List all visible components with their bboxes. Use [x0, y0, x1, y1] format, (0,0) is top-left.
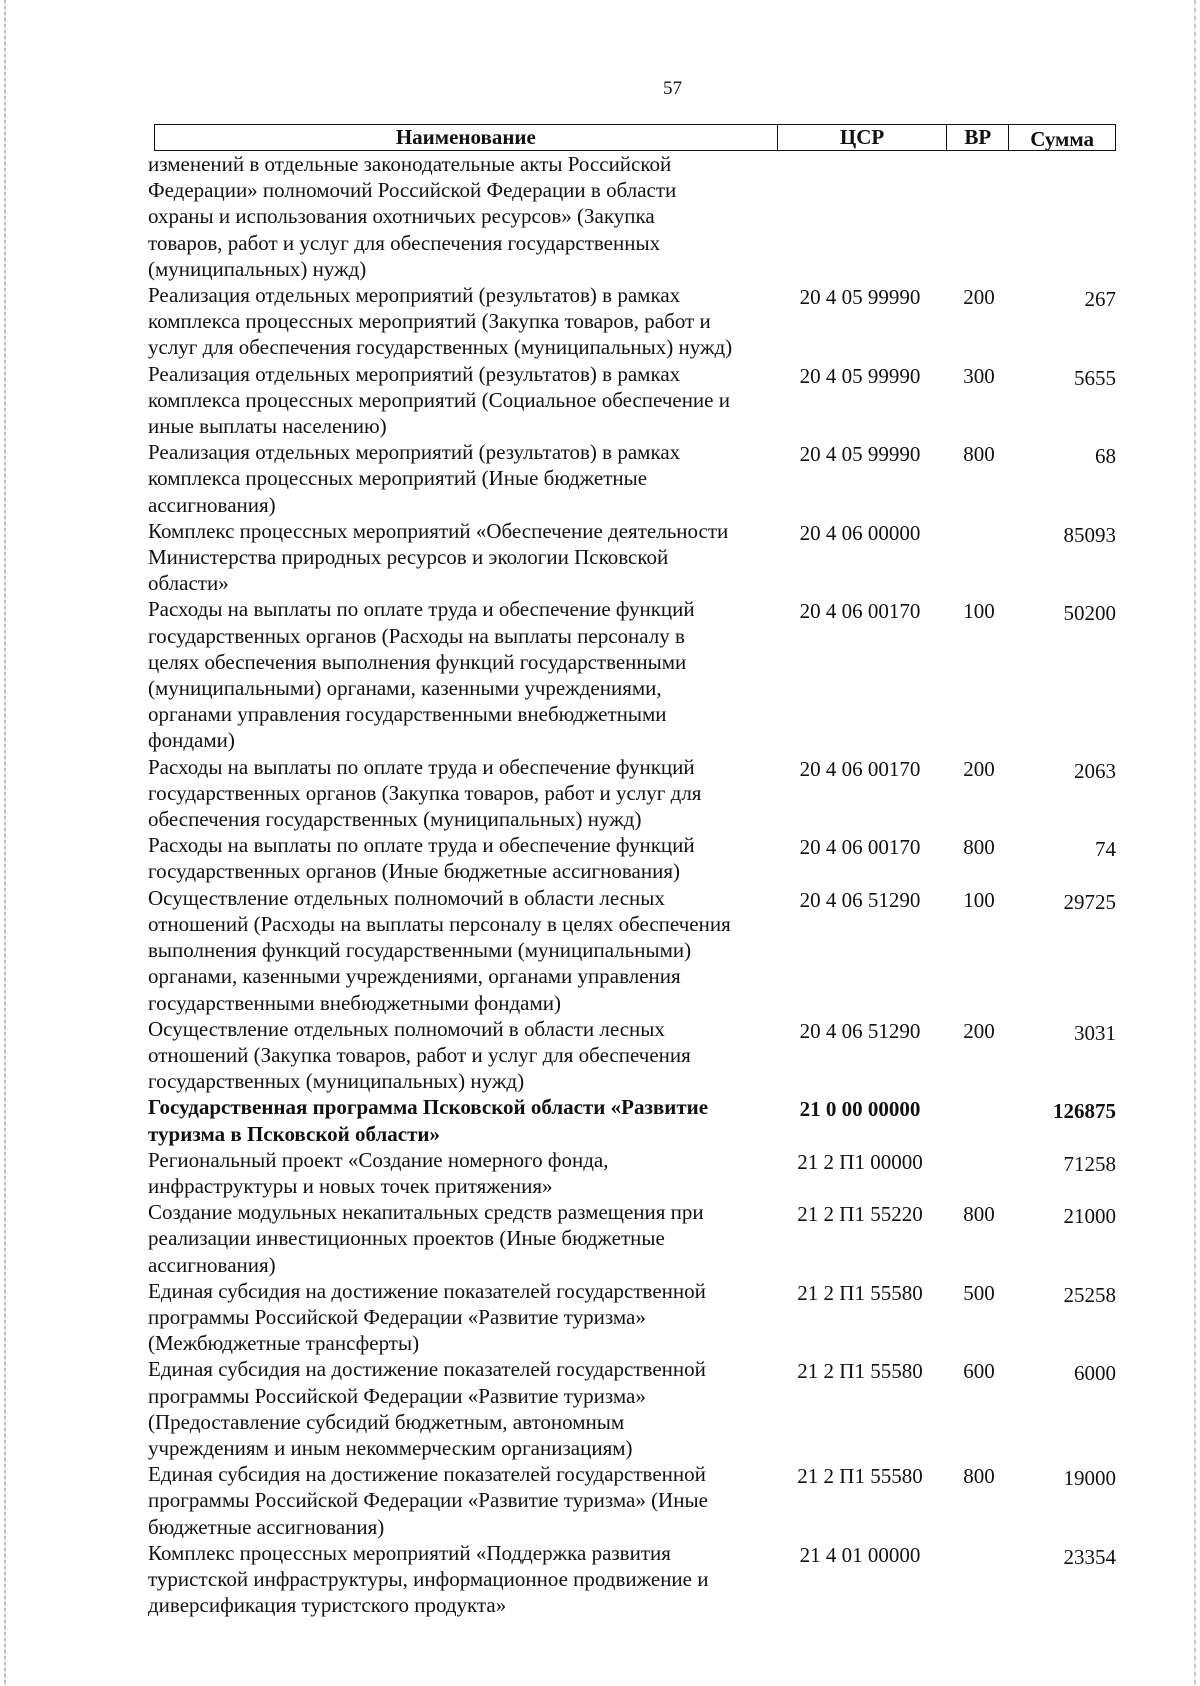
table-row: [148, 361, 1118, 440]
row-vr-cell: 800: [963, 1202, 995, 1227]
table-row: [148, 1199, 1118, 1278]
row-csr-cell: [778, 151, 948, 282]
row-vr-cell: [948, 1540, 1010, 1619]
row-sum-cell: 19000: [1063, 1466, 1116, 1491]
table-row: [148, 596, 1118, 753]
row-name-cell: Единая субсидия на достижение показателей государственной программы Российской Федерации «Развитие туризма» (Предоставление субсидий бюджетным, автономным учреждениям и иным некоммерческим организациям): [148, 1357, 706, 1460]
row-sum-cell: 267: [1084, 287, 1116, 312]
row-csr-cell: 21 2 П1 55580: [797, 1464, 923, 1489]
table-row: [148, 439, 1118, 518]
row-sum-cell: 5655: [1074, 365, 1116, 390]
row-csr-cell: 20 4 06 00170: [799, 756, 921, 781]
row-name-cell: Реализация отдельных мероприятий (результатов) в рамках комплекса процессных мероприятий (Иные бюджетные ассигнования): [148, 440, 681, 517]
row-name-cell: Расходы на выплаты по оплате труда и обеспечение функций государственных органов (Расходы на выплаты персоналу в целях обеспечения выполнения функций государственными (муниципальными) органами, казенными учреждениями, органами управления государственными внебюджетными фондами): [148, 597, 695, 753]
row-name-cell: Реализация отдельных мероприятий (результатов) в рамках комплекса процессных мероприятий (Социальное обеспечение и иные выплаты населению): [148, 361, 730, 439]
row-sum-cell: 6000: [1074, 1361, 1116, 1386]
table-row: [148, 518, 1118, 597]
row-vr-cell: 200: [963, 285, 995, 310]
header-name: Наименование: [155, 125, 778, 150]
table-row: [148, 1147, 1118, 1199]
row-sum-cell: 23354: [1063, 1544, 1116, 1569]
row-vr-cell: 800: [963, 835, 995, 860]
row-csr-cell: 20 4 06 51290: [799, 887, 921, 912]
row-csr-cell: 21 4 01 00000: [799, 1542, 921, 1567]
row-sum-cell: 74: [1095, 837, 1116, 862]
table-row: [148, 1278, 1118, 1357]
table-row: [148, 1094, 1118, 1146]
row-csr-cell: 21 2 П1 00000: [797, 1149, 923, 1174]
row-csr-cell: 21 2 П1 55580: [797, 1359, 923, 1384]
row-sum-cell: 3031: [1074, 1020, 1116, 1045]
row-sum-cell: 68: [1095, 444, 1116, 469]
row-csr-cell: 20 4 05 99990: [799, 442, 921, 467]
table-row: [148, 151, 1118, 282]
row-sum-cell: 71258: [1063, 1151, 1116, 1176]
row-sum-cell: 29725: [1063, 889, 1116, 914]
row-name-cell: Осуществление отдельных полномочий в области лесных отношений (Закупка товаров, работ и услуг для обеспечения государственных (муниципальных) нужд): [148, 1016, 691, 1094]
row-name-cell: Единая субсидия на достижение показателей государственной программы Российской Федерации «Развитие туризма» (Межбюджетные трансферты): [148, 1278, 706, 1356]
page-number: 57: [663, 78, 682, 99]
row-vr-cell: 800: [963, 1464, 995, 1489]
row-csr-cell: 20 4 06 51290: [799, 1018, 921, 1043]
row-name-cell: изменений в отдельные законодательные акты Российской Федерации» полномочий Российской Федерации в области охраны и использования охотничьих ресурсов» (Закупка товаров, работ и услуг для обеспечения государственных (муниципальных) нужд): [148, 152, 677, 281]
row-csr-cell: 21 2 П1 55220: [797, 1202, 923, 1227]
row-vr-cell: [948, 151, 1010, 282]
table-row: [148, 832, 1118, 884]
header-sum: Сумма: [1030, 127, 1095, 151]
row-sum-cell: 25258: [1063, 1282, 1116, 1307]
table-row: [148, 754, 1118, 833]
row-vr-cell: [948, 518, 1010, 597]
row-sum-cell: 50200: [1063, 601, 1116, 626]
row-csr-cell: 20 4 05 99990: [799, 363, 921, 388]
table-row: [148, 1016, 1118, 1095]
row-sum-cell: [1010, 151, 1116, 282]
row-vr-cell: 600: [963, 1359, 995, 1384]
row-vr-cell: 100: [963, 599, 995, 624]
table-row: [148, 1540, 1118, 1619]
row-sum-cell: 21000: [1063, 1204, 1116, 1229]
row-csr-cell: 20 4 06 00170: [799, 835, 921, 860]
row-csr-cell: 21 0 00 00000: [799, 1097, 921, 1122]
row-sum-cell: 85093: [1063, 522, 1116, 547]
row-name-cell: Комплекс процессных мероприятий «Обеспечение деятельности Министерства природных ресурсов и экологии Псковской области»: [148, 518, 729, 596]
row-name-cell: Комплекс процессных мероприятий «Поддержка развития туристской инфраструктуры, информационное продвижение и диверсификация туристского продукта»: [148, 1540, 709, 1618]
row-vr-cell: 100: [963, 887, 995, 912]
row-name-cell: Расходы на выплаты по оплате труда и обеспечение функций государственных органов (Закупка товаров, работ и услуг для обеспечения государственных (муниципальных) нужд): [148, 754, 702, 832]
table-header: [154, 124, 1116, 151]
row-vr-cell: [948, 1147, 1010, 1199]
table-row: [148, 885, 1118, 1016]
scan-edge-right: [1194, 0, 1196, 1686]
row-csr-cell: 21 2 П1 55580: [797, 1280, 923, 1305]
row-name-cell: Расходы на выплаты по оплате труда и обеспечение функций государственных органов (Иные бюджетные ассигнования): [148, 833, 695, 884]
table-row: [148, 1461, 1118, 1540]
row-name-cell: Региональный проект «Создание номерного фонда, инфраструктуры и новых точек притяжения»: [148, 1147, 609, 1198]
budget-table-body: [148, 151, 1118, 1618]
row-sum-cell: 126875: [1053, 1099, 1116, 1124]
row-vr-cell: 200: [963, 756, 995, 781]
row-csr-cell: 20 4 06 00000: [799, 520, 921, 545]
row-vr-cell: 800: [963, 442, 995, 467]
row-sum-cell: 2063: [1074, 758, 1116, 783]
row-name-cell: Государственная программа Псковской области «Развитие туризма в Псковской области»: [148, 1095, 709, 1146]
table-row: [148, 1356, 1118, 1461]
table-row: [148, 282, 1118, 361]
row-name-cell: Реализация отдельных мероприятий (результатов) в рамках комплекса процессных мероприятий (Закупка товаров, работ и услуг для обеспечения государственных (муниципальных) нужд): [148, 283, 733, 360]
row-vr-cell: 200: [963, 1018, 995, 1043]
row-name-cell: Единая субсидия на достижение показателей государственной программы Российской Федерации «Развитие туризма» (Иные бюджетные ассигнования): [148, 1462, 708, 1539]
header-vr: ВР: [947, 125, 1009, 150]
row-vr-cell: [948, 1094, 1010, 1146]
row-name-cell: Осуществление отдельных полномочий в области лесных отношений (Расходы на выплаты персоналу в целях обеспечения выполнения функций государственными (муниципальными) органами, казенными учреждениями, органами управления государственными внебюджетными фондами): [148, 885, 731, 1015]
row-name-cell: Создание модульных некапитальных средств размещения при реализации инвестиционных проектов (Иные бюджетные ассигнования): [148, 1200, 704, 1277]
scan-edge-left: [4, 0, 6, 1686]
row-csr-cell: 20 4 05 99990: [799, 285, 921, 310]
row-vr-cell: 300: [963, 363, 995, 388]
header-csr: ЦСР: [778, 125, 948, 150]
row-csr-cell: 20 4 06 00170: [799, 599, 921, 624]
row-vr-cell: 500: [963, 1280, 995, 1305]
